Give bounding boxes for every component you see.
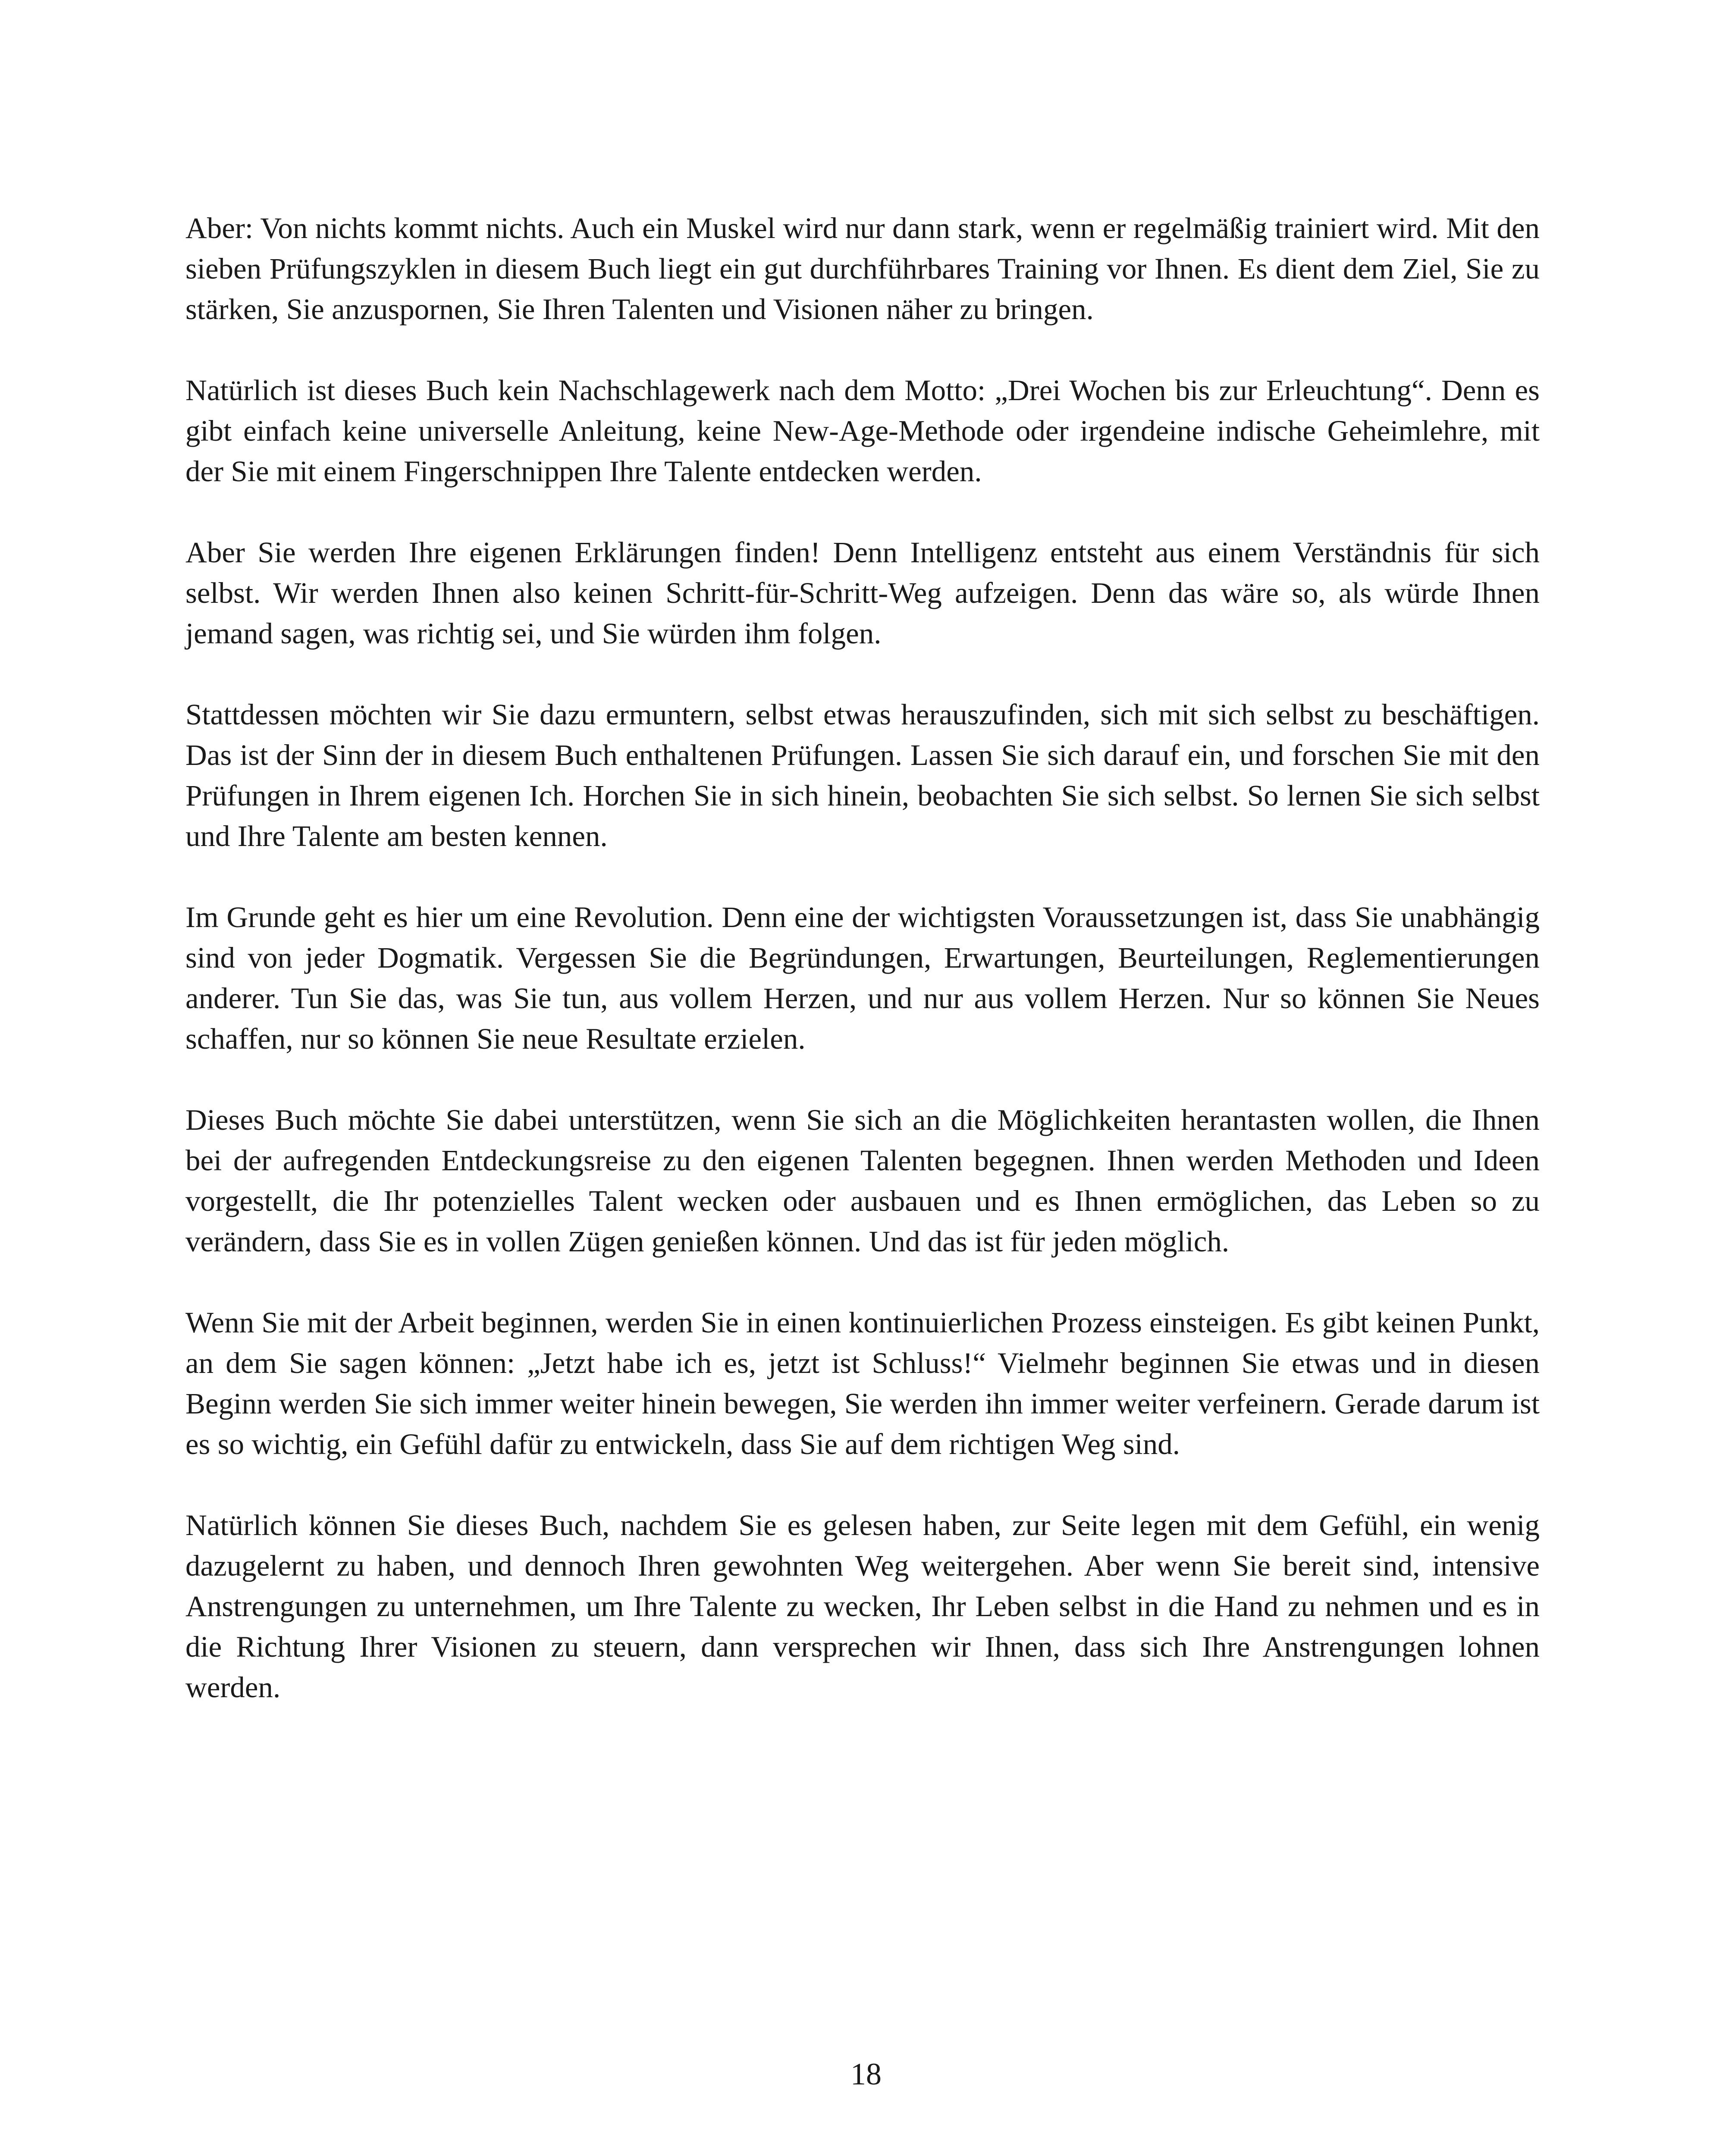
paragraph: Natürlich ist dieses Buch kein Nachschlagewerk nach dem Motto: „Drei Wochen bis zur Erleuchtung“. Denn es gibt einfach keine universelle Anleitung, keine New-Age-Methode oder irgendeine indische Geheimlehre, mit der Sie mit einem Fingerschnippen Ihre Talente entdecken werden.: [185, 374, 1540, 488]
paragraph: Wenn Sie mit der Arbeit beginnen, werden Sie in einen kontinuierlichen Prozess einsteigen. Es gibt keinen Punkt, an dem Sie sagen können: „Jetzt habe ich es, jetzt ist Schluss!“ Vielmehr beginnen Sie etwas und in diesen Beginn werden Sie sich immer weiter hinein bewegen, Sie werden ihn immer weiter verfeinern. Gerade darum ist es so wichtig, ein Gefühl dafür zu entwickeln, dass Sie auf dem richtigen Weg sind.: [185, 1306, 1540, 1460]
paragraph: Stattdessen möchten wir Sie dazu ermuntern, selbst etwas herauszufinden, sich mit sich selbst zu beschäftigen. Das ist der Sinn der in diesem Buch enthaltenen Prüfungen. Lassen Sie sich darauf ein, und forschen Sie mit den Prüfungen in Ihrem eigenen Ich. Horchen Sie in sich hinein, beobachten Sie sich selbst. So lernen Sie sich selbst und Ihre Talente am besten kennen.: [185, 698, 1540, 852]
paragraph: Dieses Buch möchte Sie dabei unterstützen, wenn Sie sich an die Möglichkeiten herantasten wollen, die Ihnen bei der aufregenden Entdeckungsreise zu den eigenen Talenten begegnen. Ihnen werden Methoden und Ideen vorgestellt, die Ihr potenzielles Talent wecken oder ausbauen und es Ihnen ermöglichen, das Leben so zu verändern, dass Sie es in vollen Zügen genießen können. Und das ist für jeden möglich.: [185, 1103, 1540, 1258]
paragraph: Aber: Von nichts kommt nichts. Auch ein Muskel wird nur dann stark, wenn er regelmäßig trainiert wird. Mit den sieben Prüfungszyklen in diesem Buch liegt ein gut durchführbares Training vor Ihnen. Es dient dem Ziel, Sie zu stärken, Sie anzuspornen, Sie Ihren Talenten und Visionen näher zu bringen.: [185, 212, 1540, 326]
paragraph: Natürlich können Sie dieses Buch, nachdem Sie es gelesen haben, zur Seite legen mit dem Gefühl, ein wenig dazugelernt zu haben, und dennoch Ihren gewohnten Weg weitergehen. Aber wenn Sie bereit sind, intensive Anstrengungen zu unternehmen, um Ihre Talente zu wecken, Ihr Leben selbst in die Hand zu nehmen und es in die Richtung Ihrer Visionen zu steuern, dann versprechen wir Ihnen, dass sich Ihre Anstrengungen lohnen werden.: [185, 1509, 1540, 1704]
body-text: [185, 208, 1540, 1708]
page-number: 18: [850, 2057, 882, 2091]
paragraph: Im Grunde geht es hier um eine Revolution. Denn eine der wichtigsten Voraussetzungen ist, dass Sie unabhängig sind von jeder Dogmatik. Vergessen Sie die Begründungen, Erwartungen, Beurteilungen, Reglementierungen anderer. Tun Sie das, was Sie tun, aus vollem Herzen, und nur aus vollem Herzen. Nur so können Sie Neues schaffen, nur so können Sie neue Resultate erzielen.: [185, 901, 1540, 1055]
paragraph: Aber Sie werden Ihre eigenen Erklärungen finden! Denn Intelligenz entsteht aus einem Verständnis für sich selbst. Wir werden Ihnen also keinen Schritt-für-Schritt-Weg aufzeigen. Denn das wäre so, als würde Ihnen jemand sagen, was richtig sei, und Sie würden ihm folgen.: [185, 536, 1540, 650]
